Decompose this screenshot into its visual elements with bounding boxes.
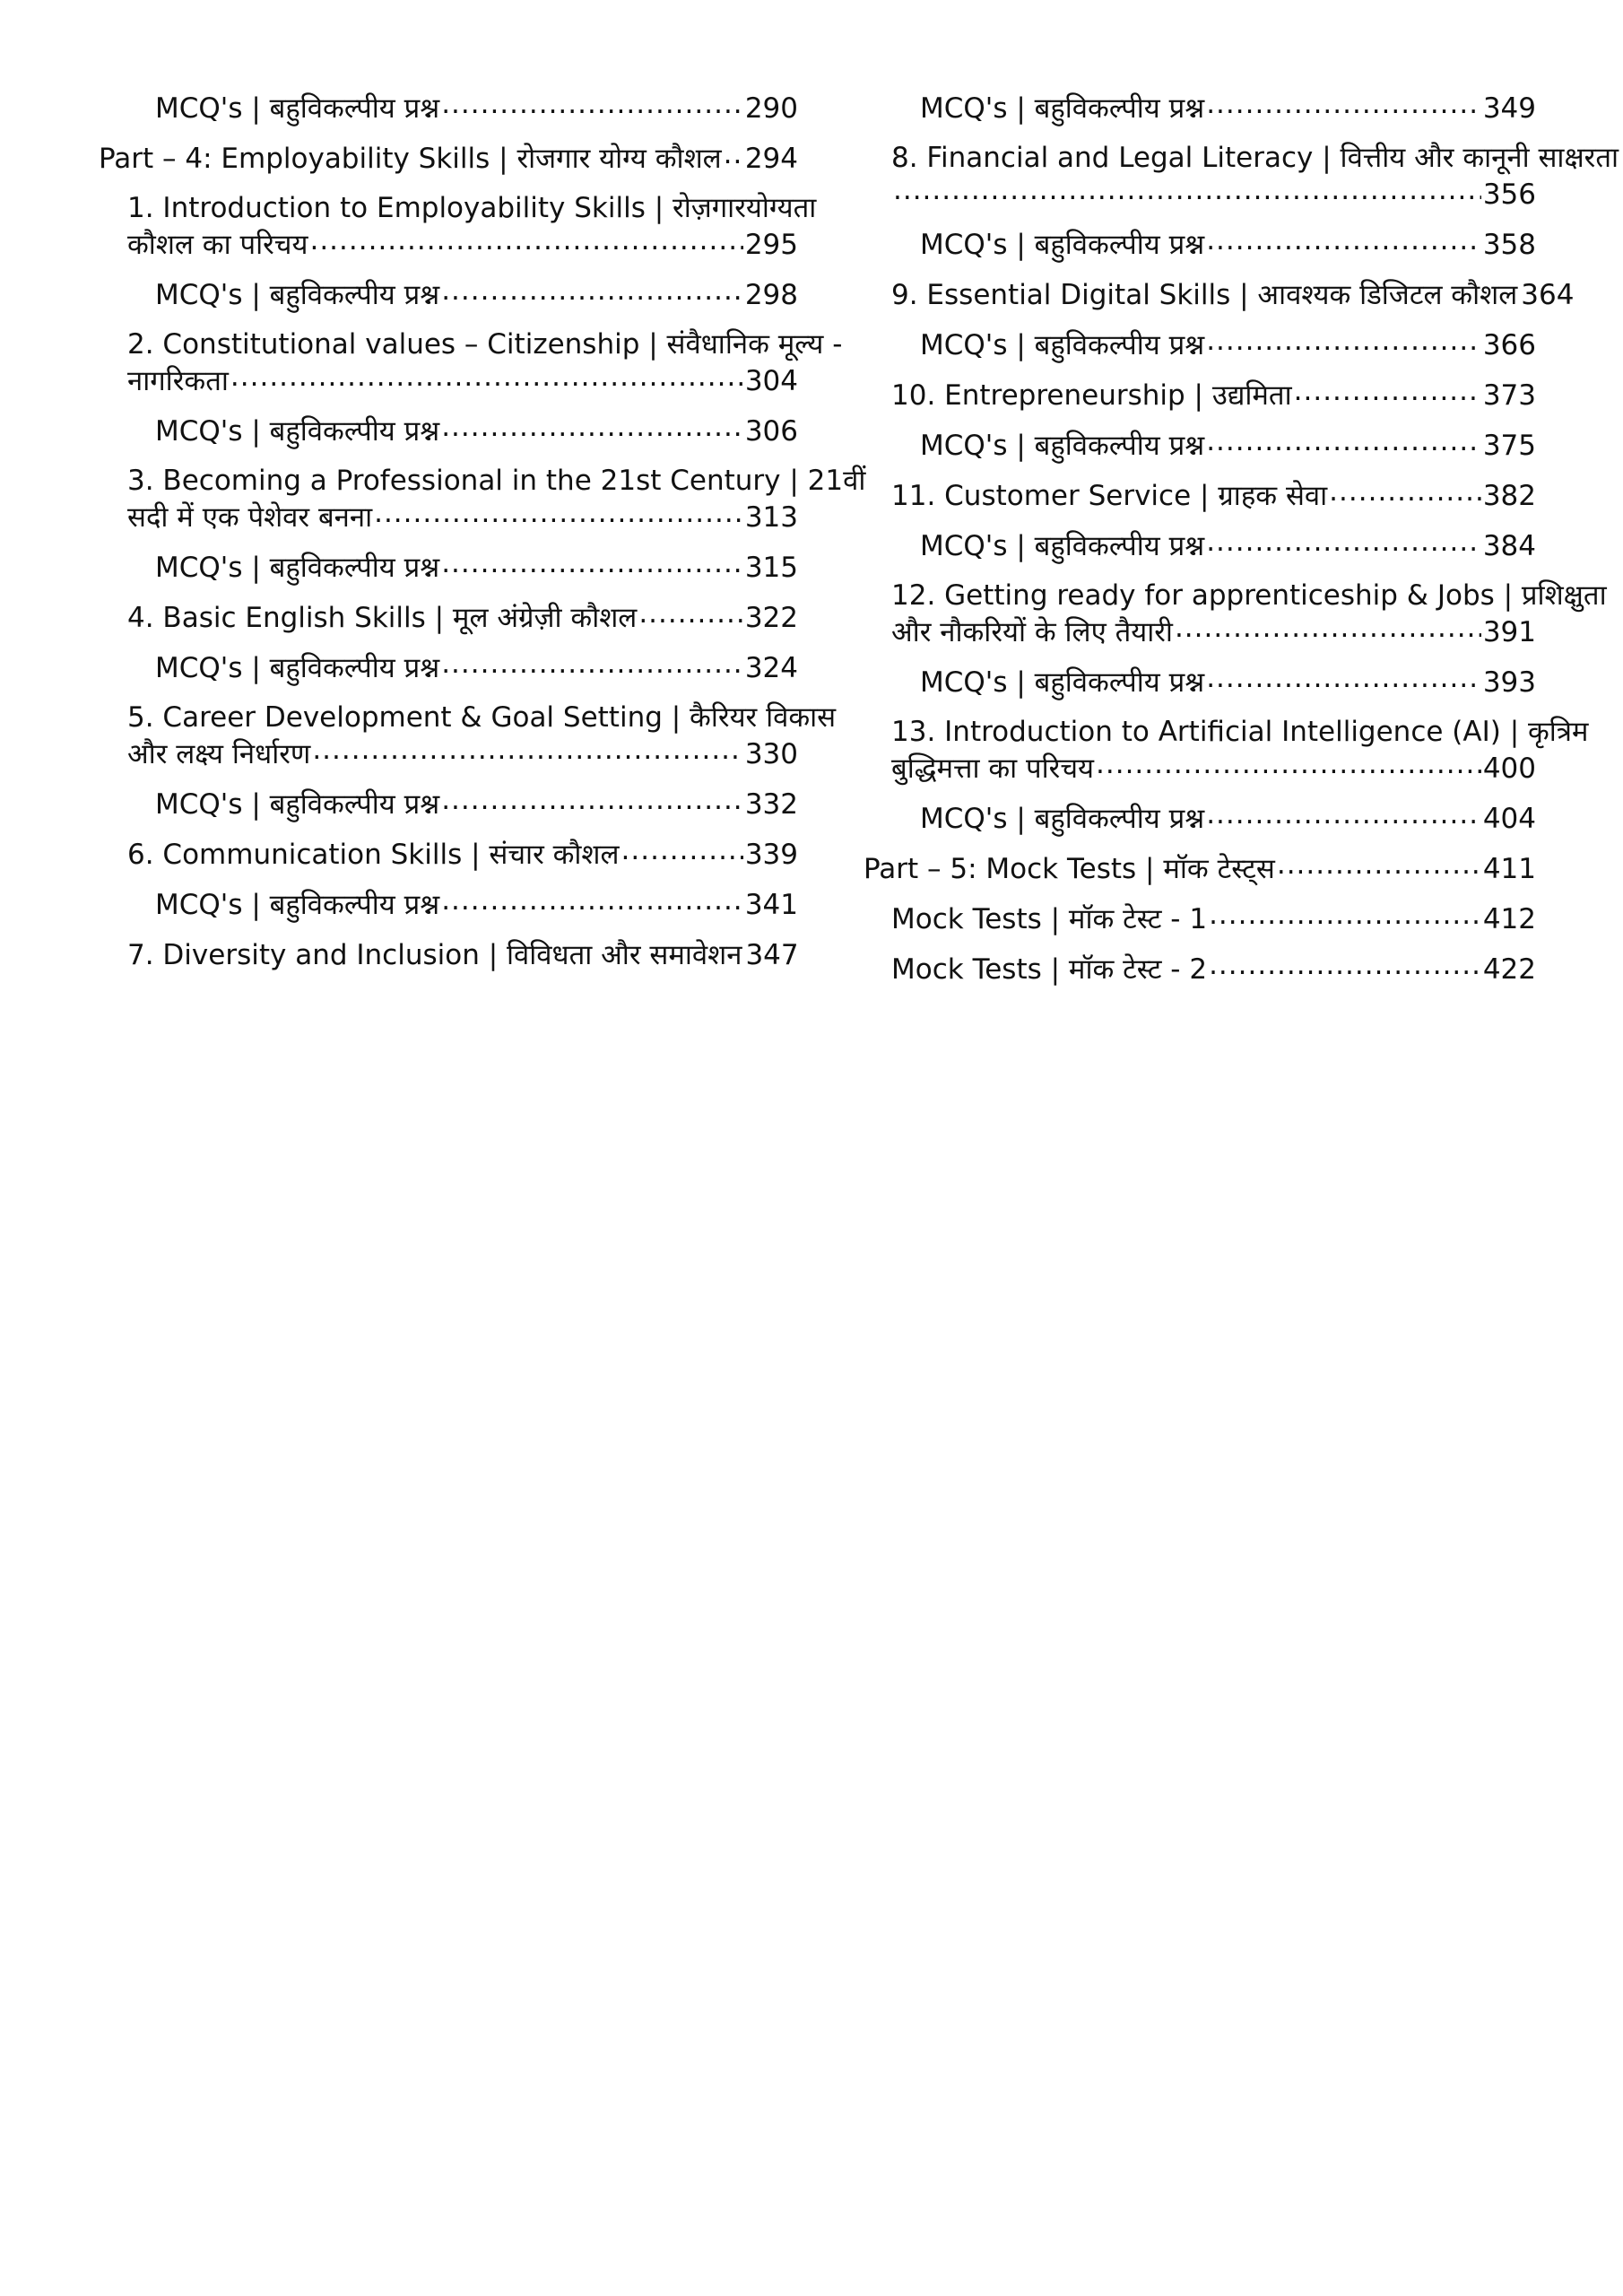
toc-entry-title: MCQ's | बहुविकल्पीय प्रश्न xyxy=(155,652,440,684)
toc-left-column xyxy=(99,90,866,987)
toc-entry-title-line: 5. Career Development & Goal Setting | कैरियर विकास xyxy=(127,701,837,734)
toc-entry-line xyxy=(99,140,798,177)
dot-leader xyxy=(724,140,743,168)
toc-entry-title: MCQ's | बहुविकल्पीय प्रश्न xyxy=(920,92,1205,125)
toc-entry-title-line: 13. Introduction to Artificial Intelligence (AI) | कृत्रिम xyxy=(891,716,1589,748)
toc-entry[interactable] xyxy=(99,276,798,313)
toc-page-number: 356 xyxy=(1482,178,1536,211)
toc-entry[interactable] xyxy=(99,463,866,535)
toc-entry-title: MCQ's | बहुविकल्पीय प्रश्न xyxy=(155,279,440,311)
dot-leader xyxy=(441,886,743,914)
dot-leader xyxy=(1206,326,1481,354)
toc-page-number: 404 xyxy=(1482,803,1536,835)
dot-leader xyxy=(1206,90,1481,117)
dot-leader xyxy=(1294,377,1481,404)
toc-page-number: 411 xyxy=(1482,853,1536,885)
toc-entry-title: नागरिकता xyxy=(127,365,229,397)
toc-entry[interactable] xyxy=(99,700,837,772)
toc-entry[interactable] xyxy=(864,427,1536,464)
toc-entry-title: Part – 5: Mock Tests | मॉक टेस्ट्स xyxy=(864,853,1275,885)
toc-entry[interactable] xyxy=(99,140,798,177)
dot-leader xyxy=(374,499,743,526)
toc-entry-title: 7. Diversity and Inclusion | विविधता और समावेशन xyxy=(127,939,742,971)
dot-leader xyxy=(441,413,743,440)
toc-entry[interactable] xyxy=(864,276,1575,313)
dot-leader xyxy=(638,599,743,627)
toc-entry[interactable] xyxy=(99,599,798,636)
toc-page-number: 332 xyxy=(744,788,798,821)
toc-entry-title: MCQ's | बहुविकल्पीय प्रश्न xyxy=(920,530,1205,562)
dot-leader xyxy=(309,226,742,254)
toc-entry[interactable] xyxy=(99,836,798,873)
dot-leader xyxy=(441,90,743,117)
toc-page-number: 391 xyxy=(1482,616,1536,648)
toc-entry-line xyxy=(155,786,798,822)
toc-entry-line xyxy=(920,527,1536,564)
dot-leader xyxy=(1206,427,1481,455)
toc-page-number: 339 xyxy=(744,839,798,871)
toc-page-number: 313 xyxy=(744,501,798,534)
dot-leader xyxy=(441,276,743,304)
toc-entry-title: बुद्धिमत्ता का परिचय xyxy=(891,752,1095,785)
toc-entry-line xyxy=(891,276,1575,313)
toc-entry-title: 11. Customer Service | ग्राहक सेवा xyxy=(891,480,1328,512)
toc-entry[interactable] xyxy=(864,377,1536,413)
dot-leader xyxy=(441,549,743,577)
toc-entry[interactable] xyxy=(864,477,1536,514)
toc-entry-line xyxy=(891,477,1536,514)
dot-leader xyxy=(1206,800,1481,828)
toc-entry-line xyxy=(127,362,798,399)
toc-entry-title: 9. Essential Digital Skills | आवश्यक डिजिटल कौशल xyxy=(891,279,1518,311)
toc-entry-line xyxy=(920,800,1536,837)
toc-entry[interactable] xyxy=(864,578,1607,650)
toc-entry-title: MCQ's | बहुविकल्पीय प्रश्न xyxy=(155,788,440,821)
toc-entry[interactable] xyxy=(864,226,1536,263)
toc-entry[interactable] xyxy=(99,190,817,263)
toc-entry-line xyxy=(891,750,1536,787)
toc-entry-line xyxy=(891,951,1536,987)
toc-page-number: 298 xyxy=(744,279,798,311)
toc-entry-line xyxy=(127,226,798,263)
toc-entry-line xyxy=(155,276,798,313)
toc-entry[interactable] xyxy=(864,140,1619,213)
toc-page-number: 349 xyxy=(1482,92,1536,125)
toc-entry-line xyxy=(920,326,1536,363)
toc-entry-title: MCQ's | बहुविकल्पीय प्रश्न xyxy=(155,92,440,125)
toc-entry-title: Mock Tests | मॉक टेस्ट - 2 xyxy=(891,953,1208,986)
toc-entry-title-line: 3. Becoming a Professional in the 21st Century | 21वीं xyxy=(127,465,866,497)
toc-entry[interactable] xyxy=(99,90,798,126)
toc-entry[interactable] xyxy=(864,326,1536,363)
toc-entry-title-line: 2. Constitutional values – Citizenship | संवैधानिक मूल्य - xyxy=(127,328,843,361)
dot-leader xyxy=(1209,900,1481,928)
dot-leader xyxy=(1206,226,1481,254)
toc-page-number: 382 xyxy=(1482,480,1536,512)
dot-leader xyxy=(441,649,743,677)
dot-leader xyxy=(1329,477,1481,505)
toc-page-number: 324 xyxy=(744,652,798,684)
toc-page-number: 412 xyxy=(1482,903,1536,935)
toc-entry-title: 6. Communication Skills | संचार कौशल xyxy=(127,839,620,871)
toc-entry-line xyxy=(127,836,798,873)
toc-entry-title: और नौकरियों के लिए तैयारी xyxy=(891,616,1173,648)
toc-page-number: 315 xyxy=(744,552,798,584)
toc-page-number: 358 xyxy=(1482,229,1536,261)
dot-leader xyxy=(230,362,743,390)
toc-entry-title: MCQ's | बहुविकल्पीय प्रश्न xyxy=(920,666,1205,699)
toc-entry-line xyxy=(127,499,798,535)
toc-page-number: 306 xyxy=(744,415,798,448)
toc-entry-line xyxy=(155,886,798,923)
toc-page-number: 294 xyxy=(744,143,798,175)
dot-leader xyxy=(1206,527,1481,555)
toc-entry[interactable] xyxy=(864,951,1536,987)
toc-right-column xyxy=(864,90,1619,1001)
dot-leader xyxy=(621,836,743,864)
toc-page-number: 422 xyxy=(1482,953,1536,986)
dot-leader xyxy=(1096,750,1481,778)
toc-entry-line xyxy=(920,664,1536,700)
toc-entry-line xyxy=(155,649,798,686)
dot-leader xyxy=(1206,664,1481,691)
toc-entry-title: Mock Tests | मॉक टेस्ट - 1 xyxy=(891,903,1208,935)
dot-leader xyxy=(441,786,743,813)
toc-entry[interactable] xyxy=(864,850,1536,887)
dot-leader xyxy=(1209,951,1481,978)
toc-entry-line xyxy=(891,176,1536,213)
toc-page-number: 304 xyxy=(744,365,798,397)
toc-entry[interactable] xyxy=(99,649,798,686)
toc-entry-line xyxy=(891,900,1536,937)
toc-entry-line xyxy=(155,413,798,449)
toc-entry[interactable] xyxy=(99,786,798,822)
toc-entry-line xyxy=(891,613,1536,650)
toc-entry[interactable] xyxy=(864,714,1589,787)
toc-entry[interactable] xyxy=(864,900,1536,937)
toc-entry[interactable] xyxy=(864,527,1536,564)
toc-entry[interactable] xyxy=(99,936,798,973)
toc-entry-title: कौशल का परिचय xyxy=(127,229,308,261)
toc-page-number: 375 xyxy=(1482,430,1536,462)
toc-page-number: 330 xyxy=(744,738,798,770)
toc-entry-line xyxy=(864,850,1536,887)
toc-entry-title: सदी में एक पेशेवर बनना xyxy=(127,501,373,534)
toc-entry-title-line: 1. Introduction to Employability Skills | रोज़गारयोग्यता xyxy=(127,192,817,224)
toc-page-number: 290 xyxy=(744,92,798,125)
toc-page-number: 366 xyxy=(1482,329,1536,361)
toc-entry-title: MCQ's | बहुविकल्पीय प्रश्न xyxy=(920,430,1205,462)
toc-page-number: 393 xyxy=(1482,666,1536,699)
dot-leader xyxy=(893,176,1481,204)
toc-entry-title-line: 8. Financial and Legal Literacy | वित्तीय और कानूनी साक्षरता xyxy=(891,142,1619,174)
dot-leader xyxy=(1277,850,1481,878)
toc-page-number: 373 xyxy=(1482,379,1536,412)
toc-entry-line xyxy=(920,226,1536,263)
toc-entry-title: MCQ's | बहुविकल्पीय प्रश्न xyxy=(920,229,1205,261)
toc-entry-line xyxy=(155,549,798,586)
toc-page-number: 400 xyxy=(1482,752,1536,785)
toc-entry[interactable] xyxy=(99,413,798,449)
toc-entry-title: MCQ's | बहुविकल्पीय प्रश्न xyxy=(155,415,440,448)
toc-entry-title: MCQ's | बहुविकल्पीय प्रश्न xyxy=(155,889,440,921)
toc-entry-title: Part – 4: Employability Skills | रोजगार योग्य कौशल xyxy=(99,143,722,175)
toc-entry[interactable] xyxy=(99,326,843,399)
toc-entry[interactable] xyxy=(864,800,1536,837)
toc-page-number: 322 xyxy=(744,602,798,634)
toc-entry-title-line: 12. Getting ready for apprenticeship & Jobs | प्रशिक्षुता xyxy=(891,579,1607,612)
dot-leader xyxy=(312,735,743,763)
dot-leader xyxy=(1175,613,1481,641)
toc-entry-title: 10. Entrepreneurship | उद्यमिता xyxy=(891,379,1292,412)
toc-entry[interactable] xyxy=(99,886,798,923)
toc-page-number: 347 xyxy=(745,939,799,971)
toc-page-number: 295 xyxy=(744,229,798,261)
toc-entry-line xyxy=(127,936,798,973)
toc-entry[interactable] xyxy=(864,90,1536,126)
toc-entry-title: 4. Basic English Skills | मूल अंग्रेज़ी कौशल xyxy=(127,602,638,634)
toc-entry-title: MCQ's | बहुविकल्पीय प्रश्न xyxy=(920,329,1205,361)
toc-page-number: 364 xyxy=(1521,279,1575,311)
toc-entry-title: MCQ's | बहुविकल्पीय प्रश्न xyxy=(155,552,440,584)
toc-entry-title: और लक्ष्य निर्धारण xyxy=(127,738,311,770)
toc-entry-line xyxy=(127,599,798,636)
toc-entry[interactable] xyxy=(864,664,1536,700)
toc-entry-line xyxy=(127,735,798,772)
toc-entry-line xyxy=(920,427,1536,464)
toc-page-number: 384 xyxy=(1482,530,1536,562)
toc-entry-line xyxy=(155,90,798,126)
toc-entry-title: MCQ's | बहुविकल्पीय प्रश्न xyxy=(920,803,1205,835)
toc-entry-line xyxy=(891,377,1536,413)
toc-entry-line xyxy=(920,90,1536,126)
toc-page-number: 341 xyxy=(744,889,798,921)
toc-entry[interactable] xyxy=(99,549,798,586)
